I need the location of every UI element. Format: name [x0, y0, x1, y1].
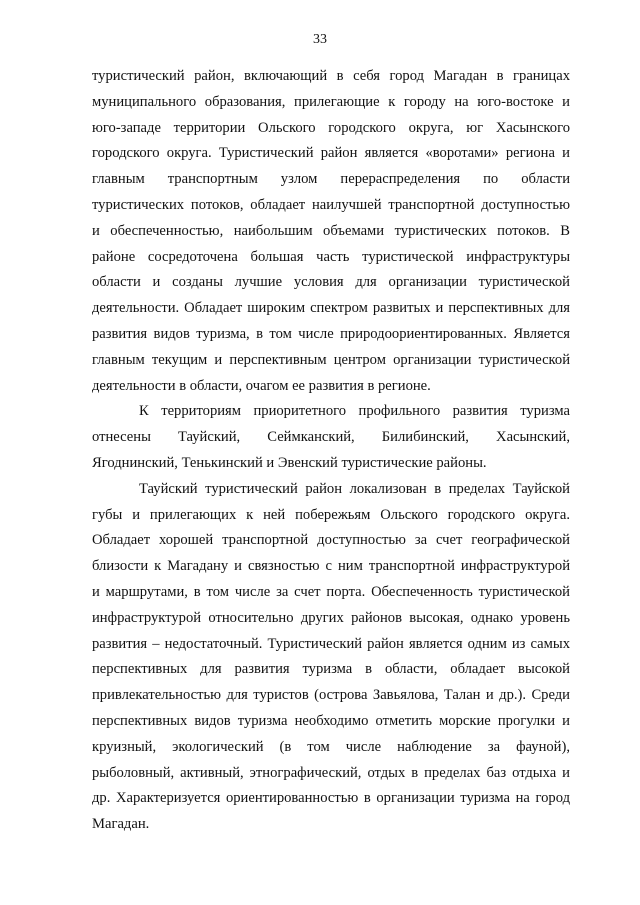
text-line: Обладает хорошей транспортной доступностью за счет географической: [92, 532, 570, 549]
text-line: др. Характеризуется ориентированностью в организации туризма на город: [92, 790, 570, 807]
text-line: туристических потоков, обладает наилучшей транспортной доступностью: [92, 196, 570, 213]
text-line: городского округа. Туристический район является «воротами» региона и: [92, 145, 570, 162]
text-line: привлекательностью для туристов (острова Завьялова, Талан и др.). Среди: [92, 687, 570, 704]
text-line: развития видов туризма, в том числе природоориентированных. Является: [92, 325, 570, 342]
body-text: [92, 64, 570, 838]
paragraph-2: [92, 399, 570, 476]
page-number: 33: [313, 32, 327, 47]
text-line: деятельности в области, очагом ее развития в регионе.: [92, 377, 431, 394]
text-line: туристический район, включающий в себя город Магадан в границах: [92, 68, 570, 84]
text-line: круизный, экологический (в том числе наблюдение за фауной),: [92, 738, 570, 755]
text-line: развития – недостаточный. Туристический район является одним из самых: [92, 635, 570, 652]
text-line: инфраструктурой относительно других районов высокая, однако уровень: [92, 609, 570, 626]
text-line: главным текущим и перспективным центром организации туристической: [92, 351, 570, 368]
text-line: К территориям приоритетного профильного развития туризма: [139, 403, 570, 420]
text-line: главным транспортным узлом перераспределения по области: [92, 171, 570, 188]
text-line: и маршрутами, в том числе за счет порта. Обеспеченность туристической: [92, 583, 570, 600]
text-line: муниципального образования, прилегающие к городу на юго-востоке и: [92, 93, 570, 110]
text-line: области и созданы лучшие условия для организации туристической: [92, 274, 570, 291]
text-line: Магадан.: [92, 816, 150, 833]
text-line: отнесены Тауйский, Сеймканский, Билибинский, Хасынский,: [92, 429, 570, 446]
text-line: юго-западе территории Ольского городского округа, юг Хасынского: [92, 119, 570, 136]
text-line: Тауйский туристический район локализован в пределах Тауйской: [139, 480, 570, 497]
text-line: и обеспеченностью, наибольшим объемами туристических потоков. В: [92, 222, 570, 239]
text-line: близости к Магадану и связностью с ним транспортной инфраструктурой: [92, 558, 570, 575]
text-line: рыболовный, активный, этнографический, отдых в пределах баз отдыха и: [92, 764, 570, 781]
text-line: перспективных видов туризма необходимо отметить морские прогулки и: [92, 712, 570, 729]
text-line: губы и прилегающих к ней побережьям Ольского городского округа.: [92, 506, 570, 523]
text-line: перспективных для развития туризма в области, обладает высокой: [92, 661, 570, 678]
text-line: Ягоднинский, Тенькинский и Эвенский туристические районы.: [92, 454, 487, 471]
text-line: деятельности. Обладает широким спектром развитых и перспективных для: [92, 300, 570, 317]
text-line: районе сосредоточена большая часть туристической инфраструктуры: [92, 248, 570, 265]
paragraph-3: [92, 477, 570, 838]
paragraph-1: [92, 64, 570, 399]
